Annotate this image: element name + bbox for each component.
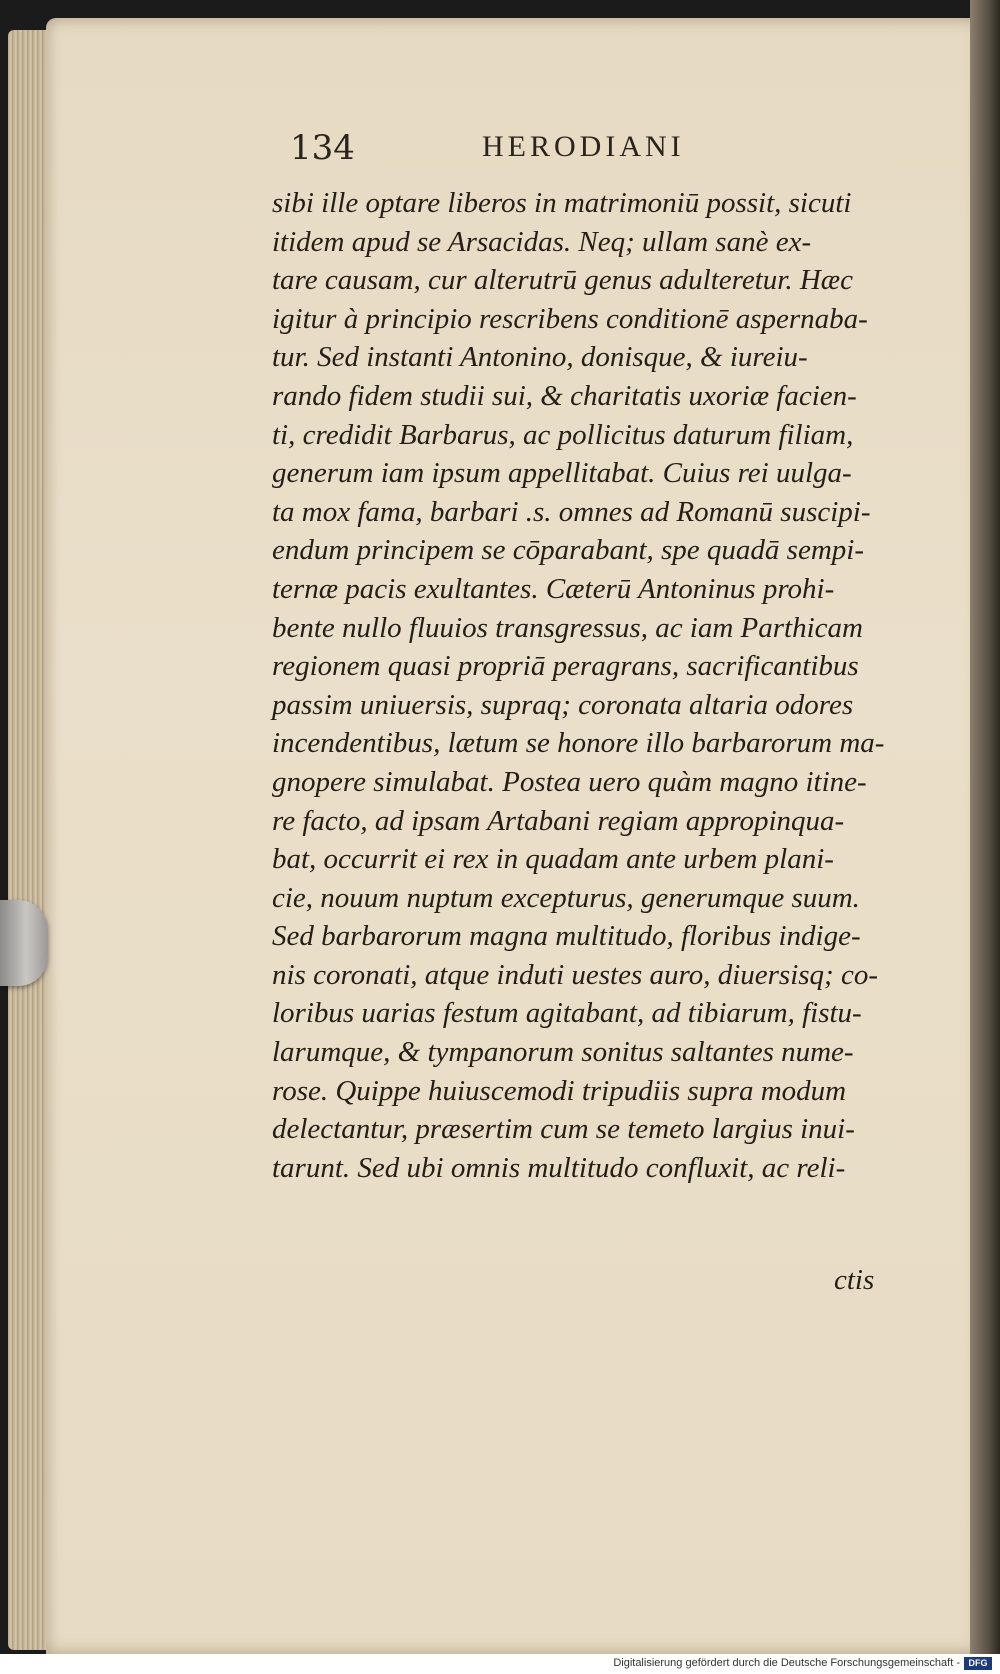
text-line: regionem quasi propriā peragrans, sacrificantibus: [272, 650, 859, 683]
text-line: passim uniuersis, supraq; coronata altaria odores: [272, 688, 854, 721]
page-header: [290, 128, 770, 168]
text-line: nis coronati, atque induti uestes auro, diuersisq; co-: [272, 958, 878, 991]
catchword: ctis: [834, 1264, 875, 1296]
text-line: tur. Sed instanti Antonino, donisque, & iureiu-: [272, 341, 808, 374]
body-text: [272, 184, 885, 1187]
text-line: tarunt. Sed ubi omnis multitudo confluxit, ac reli-: [272, 1151, 846, 1184]
text-line: gnopere simulabat. Postea uero quàm magno itine-: [272, 765, 867, 798]
page-number: 134: [290, 128, 355, 168]
text-line: tare causam, cur alterutrū genus adulteretur. Hæc: [272, 264, 854, 297]
dfg-logo: DFG: [964, 1657, 992, 1670]
text-line: cie, nouum nuptum excepturus, generumque suum.: [272, 881, 860, 914]
text-line: delectantur, præsertim cum se temeto largius inui-: [272, 1113, 855, 1146]
text-line: igitur à principio rescribens conditionē aspernaba-: [272, 302, 868, 335]
text-line: loribus uarias festum agitabant, ad tibiarum, fistu-: [272, 997, 862, 1030]
text-line: endum principem se cōparabant, spe quadā sempi-: [272, 534, 864, 567]
text-line: re facto, ad ipsam Artabani regiam appropinqua-: [272, 804, 845, 837]
text-line: rose. Quippe huiuscemodi tripudiis supra modum: [272, 1074, 847, 1107]
text-line: incendentibus, lætum se honore illo barbarorum ma-: [272, 727, 885, 760]
text-line: ternæ pacis exultantes. Cæterū Antoninus prohi-: [272, 572, 835, 605]
facing-page-edge: [970, 0, 1000, 1654]
text-line: bat, occurrit ei rex in quadam ante urbem plani-: [272, 843, 834, 876]
funding-credit: Digitalisierung gefördert durch die Deutsche Forschungsgemeinschaft -: [613, 1657, 960, 1669]
text-line: bente nullo fluuios transgressus, ac iam Parthicam: [272, 611, 863, 644]
text-line: Sed barbarorum magna multitudo, floribus indige-: [272, 920, 861, 953]
text-line: ta mox fama, barbari .s. omnes ad Romanū suscipi-: [272, 495, 871, 528]
running-head: HERODIANI: [482, 130, 685, 163]
text-line: larumque, & tympanorum sonitus saltantes nume-: [272, 1036, 854, 1069]
text-line: generum iam ipsum appellitabat. Cuius rei uulga-: [272, 457, 852, 490]
footer-bar: [0, 1654, 1000, 1674]
text-line: sibi ille optare liberos in matrimoniū possit, sicuti: [272, 187, 852, 219]
text-line: rando fidem studii sui, & charitatis uxoriæ facien-: [272, 379, 857, 412]
text-line: itidem apud se Arsacidas. Neq; ullam sanè ex-: [272, 225, 812, 258]
text-line: ti, credidit Barbarus, ac pollicitus daturum filiam,: [272, 418, 854, 451]
page-clip: [0, 900, 48, 986]
